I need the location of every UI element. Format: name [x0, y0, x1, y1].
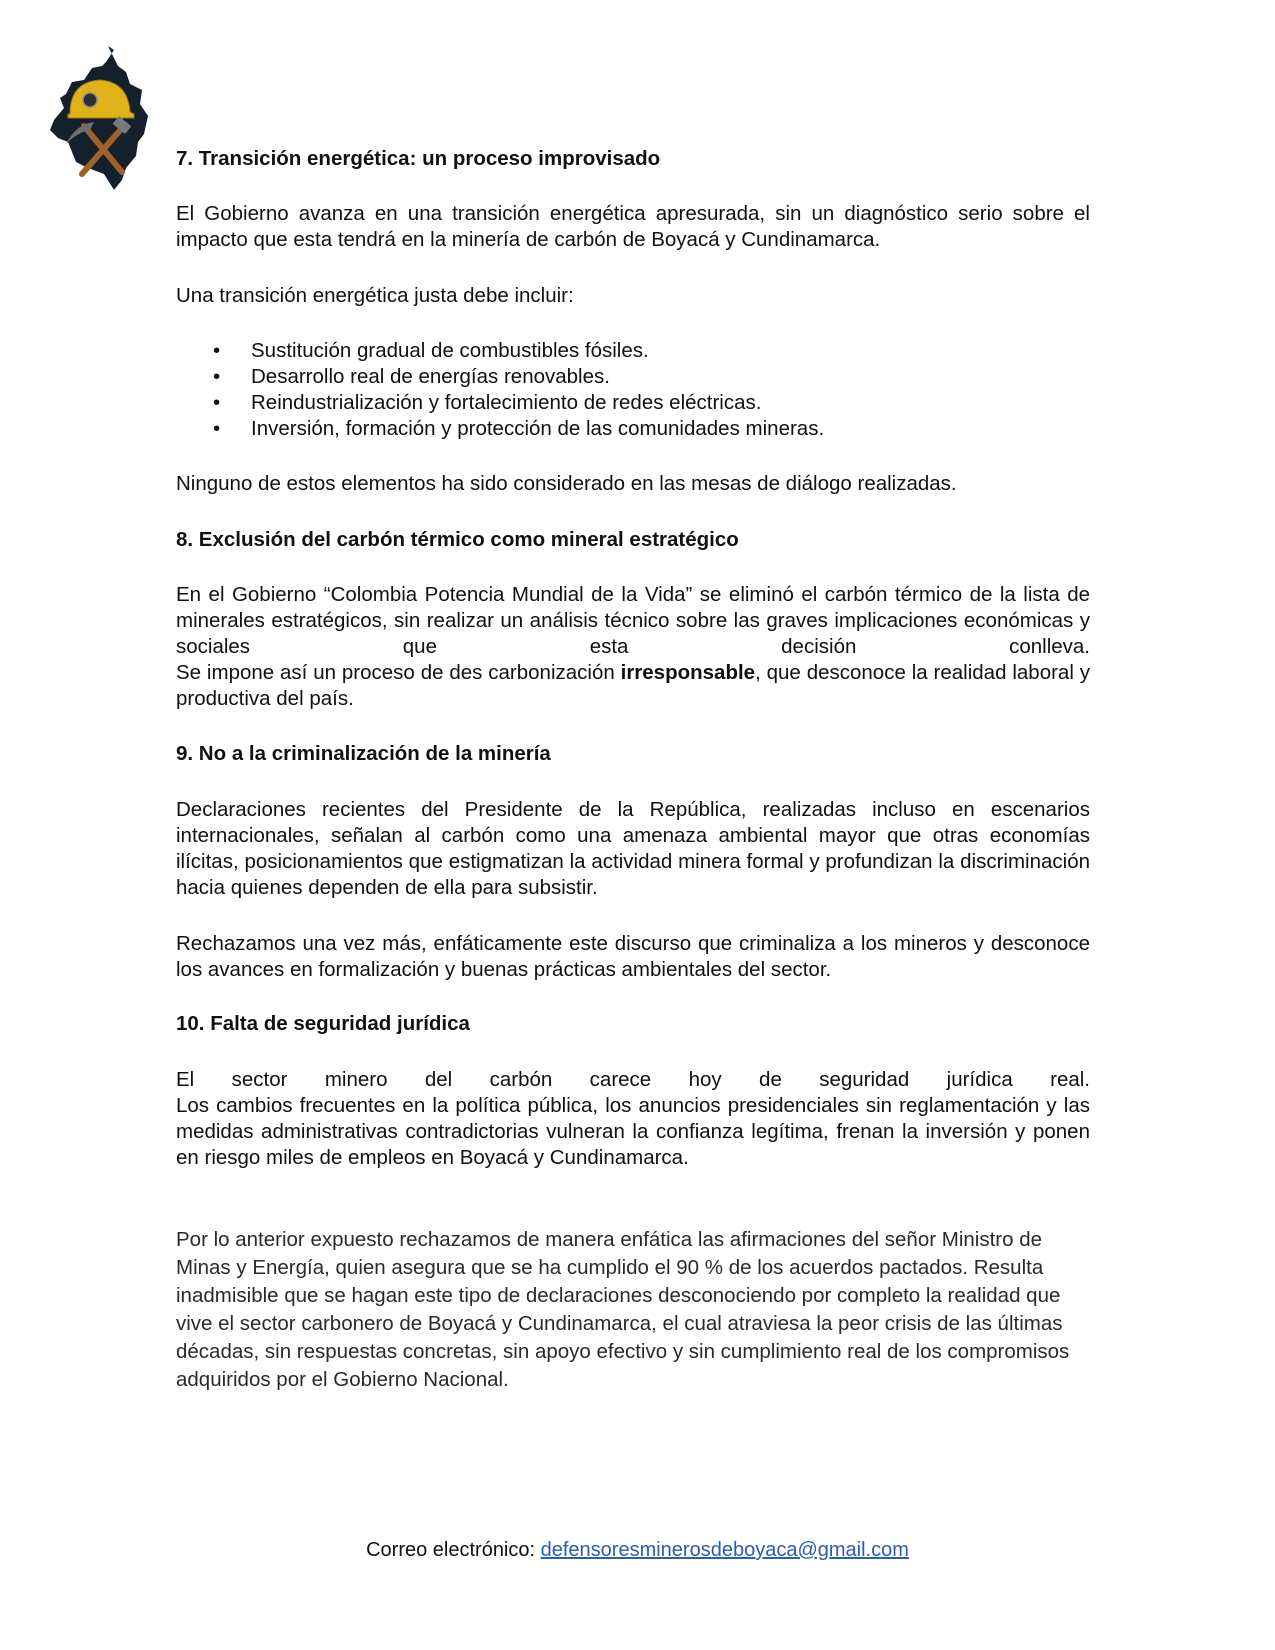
text: Se impone así un proceso de des carbonización — [176, 661, 621, 684]
headlamp-icon — [83, 93, 97, 107]
conclusion-paragraph: Por lo anterior expuesto rechazamos de manera enfática las afirmaciones del señor Ministro de Minas y Energía, quien asegura que se ha cumplido el 90 % de los acuerdos pactados. Resulta inadmisible que se hagan este tipo de declaraciones desconociendo por completo la realidad que vive el sector carbonero de Boyacá y Cundinamarca, el cual atraviesa la peor crisis de las últimas décadas, sin respuestas concretas, sin apoyo efectivo y sin cumplimiento real de los compromisos adquiridos por el Gobierno Nacional. — [176, 1228, 1070, 1391]
section-10-paragraph-1b: Los cambios frecuentes en la política pública, los anuncios presidenciales sin reglamentación y las medidas administrativas contradictorias vulneran la confianza legítima, frenan la inversión y ponen en riesgo miles de empleos en Boyacá y Cundinamarca. — [176, 1094, 1090, 1169]
section-9-paragraph-2: Rechazamos una vez más, enfáticamente este discurso que criminaliza a los mineros y desconoce los avances en formalización y buenas prácticas ambientales del sector. — [176, 932, 1090, 981]
section-8-paragraph-1: En el Gobierno “Colombia Potencia Mundial de la Vida” se eliminó el carbón térmico de la lista de minerales estratégicos, sin realizar un análisis técnico sobre las graves implicaciones económicas y sociales que esta decisión conlleva. — [176, 583, 1090, 658]
list-item-text: Reindustrialización y fortalecimiento de redes eléctricas. — [251, 391, 762, 414]
list-item-text: Desarrollo real de energías renovables. — [251, 365, 610, 388]
bold-text: irresponsable — [620, 661, 756, 684]
list-item-text: Inversión, formación y protección de las comunidades mineras. — [251, 417, 825, 440]
transition-requirements-list — [176, 338, 1090, 442]
section-7-paragraph-3: Ninguno de estos elementos ha sido considerado en las mesas de diálogo realizadas. — [176, 472, 957, 495]
text: , que desconoce la realidad laboral y productiva del país. — [176, 661, 1090, 710]
footer-label: Correo electrónico: — [366, 1539, 541, 1561]
section-10-heading: 10. Falta de seguridad jurídica — [176, 1012, 470, 1035]
section-7-paragraph-2: Una transición energética justa debe incluir: — [176, 284, 574, 307]
bullet-icon: • — [213, 391, 221, 414]
bullet-icon: • — [213, 365, 221, 388]
list-item — [176, 364, 1090, 390]
mining-helmet-pickaxes-logo — [48, 44, 150, 190]
bullet-icon: • — [213, 339, 221, 362]
list-item — [176, 390, 1090, 416]
footer — [0, 1539, 1275, 1562]
list-item — [176, 338, 1090, 364]
bullet-icon: • — [213, 417, 221, 440]
section-9-paragraph-1: Declaraciones recientes del Presidente de la República, realizadas incluso en escenarios internacionales, señalan al carbón como una amenaza ambiental mayor que otras economías ilícitas, posicionamientos que estigmatizan la actividad minera formal y profundizan la discriminación hacia quienes dependen de ella para subsistir. — [176, 798, 1090, 899]
list-item — [176, 416, 1090, 442]
section-9-heading: 9. No a la criminalización de la minería — [176, 742, 551, 765]
section-10-paragraph-1a: El sector minero del carbón carece hoy de seguridad jurídica real. — [176, 1068, 1090, 1091]
email-link[interactable]: defensoresminerosdeboyaca@gmail.com — [540, 1539, 909, 1561]
section-8-paragraph-2 — [176, 660, 1090, 712]
list-item-text: Sustitución gradual de combustibles fósiles. — [251, 339, 649, 362]
section-8-heading: 8. Exclusión del carbón térmico como mineral estratégico — [176, 528, 739, 551]
section-7-paragraph-1: El Gobierno avanza en una transición energética apresurada, sin un diagnóstico serio sobre el impacto que esta tendrá en la minería de carbón de Boyacá y Cundinamarca. — [176, 202, 1090, 251]
section-7-heading: 7. Transición energética: un proceso improvisado — [176, 147, 661, 170]
